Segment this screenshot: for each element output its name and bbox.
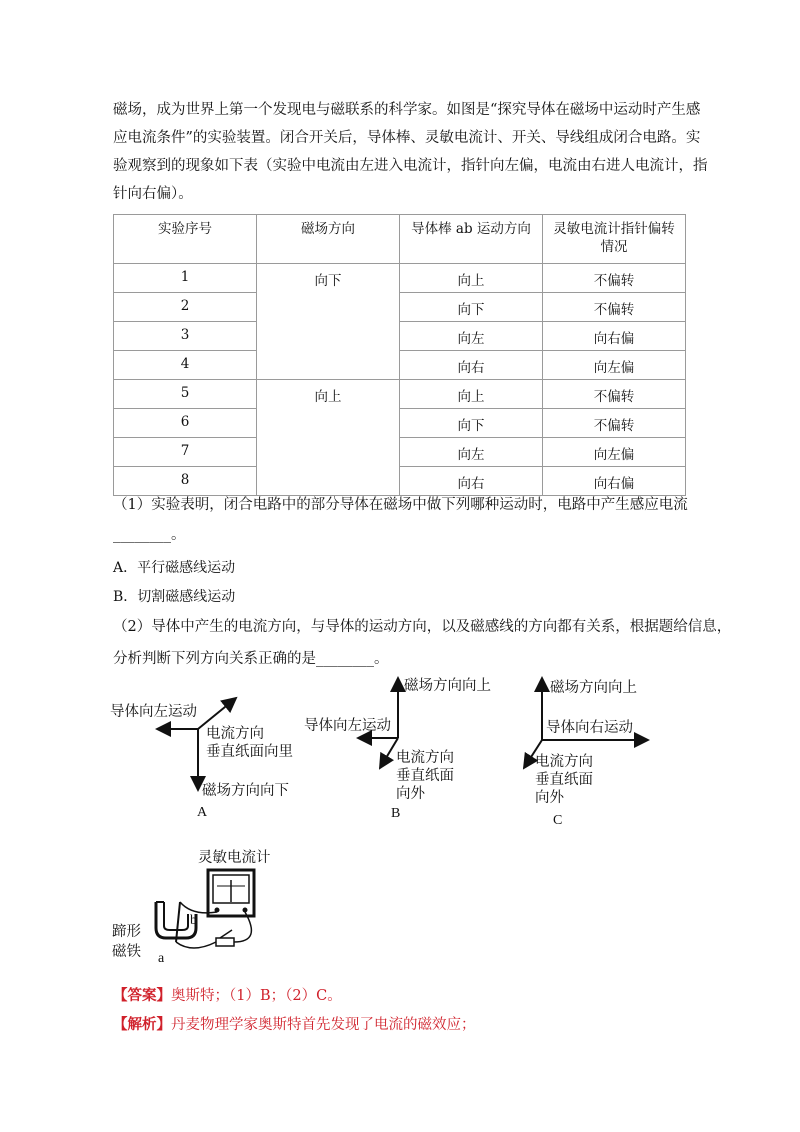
question-1-blank: ________。 — [113, 527, 186, 543]
cell-deflect: 不偏转 — [543, 293, 686, 322]
diagram-a-field-label: 磁场方向向下 — [202, 783, 289, 799]
cell-field: 向上 — [257, 380, 400, 496]
table-header-row — [114, 215, 686, 264]
intro-line: 验观察到的现象如下表（实验中电流由左进入电流计，指针向左偏，电流由右进人电流计，指 — [113, 158, 708, 174]
diagram-a-current-label-2: 垂直纸面向里 — [206, 744, 293, 760]
cell-field: 向下 — [257, 264, 400, 380]
cell-no: 4 — [114, 351, 257, 380]
cell-no: 2 — [114, 293, 257, 322]
cell-motion: 向上 — [400, 380, 543, 409]
cell-no: 1 — [114, 264, 257, 293]
diagram-a-letter: A — [197, 805, 208, 820]
conductor-rod — [176, 902, 180, 942]
option-a: A．平行磁感线运动 — [113, 560, 236, 576]
table-row — [114, 467, 686, 496]
cell-no: 8 — [114, 467, 257, 496]
intro-line: 针向右偏）。 — [113, 186, 193, 202]
galvanometer-icon — [208, 870, 254, 916]
diagram-c-current-label-1: 电流方向 — [535, 754, 593, 770]
cell-motion: 向左 — [400, 322, 543, 351]
cell-motion: 向上 — [400, 264, 543, 293]
cell-deflect: 向右偏 — [543, 467, 686, 496]
cell-motion: 向下 — [400, 409, 543, 438]
wire — [176, 942, 216, 948]
diagram-c-current-label-2: 垂直纸面 — [535, 772, 593, 788]
switch-icon — [216, 930, 234, 946]
cell-no: 6 — [114, 409, 257, 438]
answer-line — [113, 984, 342, 1005]
diagram-c-motion-label: 导体向右运动 — [546, 720, 633, 736]
cell-no: 7 — [114, 438, 257, 467]
diagram-b-letter: B — [391, 806, 401, 821]
header-field-direction: 磁场方向 — [257, 215, 400, 264]
cell-motion: 向下 — [400, 293, 543, 322]
analysis-tag: 【解析】 — [113, 1016, 171, 1033]
table-row — [114, 438, 686, 467]
header-motion-direction: 导体棒 ab 运动方向 — [400, 215, 543, 264]
diagram-c-current-label-3: 向外 — [535, 790, 564, 806]
answer-tag: 【答案】 — [113, 987, 171, 1004]
option-b: B．切割磁感线运动 — [113, 589, 236, 605]
table-row — [114, 293, 686, 322]
diagram-b-field-label: 磁场方向向上 — [404, 678, 491, 694]
analysis-text: 丹麦物理学家奥斯特首先发现了电流的磁效应； — [171, 1017, 476, 1033]
cell-deflect: 不偏转 — [543, 409, 686, 438]
diagram-c-field-label: 磁场方向向上 — [550, 680, 637, 696]
cell-deflect: 向右偏 — [543, 322, 686, 351]
intro-line: 磁场，成为世界上第一个发现电与磁联系的科学家。如图是“探究导体在磁场中运动时产生感 — [113, 102, 701, 118]
question-2-line-2: 分析判断下列方向关系正确的是________。 — [113, 651, 389, 667]
diagram-c-letter: C — [553, 813, 563, 827]
diagram-c — [500, 672, 660, 827]
diagram-b — [300, 672, 520, 822]
intro-paragraph — [113, 96, 708, 208]
apparatus-illustration — [112, 842, 302, 967]
question-1-line-1: （1）实验表明，闭合电路中的部分导体在磁场中做下列哪种运动时，电路中产生感应电流 — [113, 497, 688, 513]
cell-no: 3 — [114, 322, 257, 351]
table-row — [114, 409, 686, 438]
cell-deflect: 向左偏 — [543, 438, 686, 467]
question-2-line-1: （2）导体中产生的电流方向，与导体的运动方向，以及磁感线的方向都有关系，根据题给信息， — [113, 619, 732, 635]
cell-motion: 向右 — [400, 351, 543, 380]
intro-line: 应电流条件”的实验装置。闭合开关后，导体棒、灵敏电流计、开关、导线组成闭合电路。实 — [113, 130, 701, 146]
diagram-b-current-label-2: 垂直纸面 — [396, 768, 454, 784]
diagram-a-current-arrow — [198, 698, 236, 729]
cell-deflect: 不偏转 — [543, 264, 686, 293]
cell-deflect: 向左偏 — [543, 351, 686, 380]
experiment-table — [113, 214, 686, 496]
diagram-a — [110, 690, 330, 825]
cell-motion: 向左 — [400, 438, 543, 467]
analysis-line — [113, 1013, 476, 1034]
galvanometer-label: 灵敏电流计 — [198, 850, 271, 866]
conductor-label-b: b — [190, 913, 197, 928]
table-row — [114, 351, 686, 380]
table-row — [114, 322, 686, 351]
conductor-label-a: a — [158, 951, 165, 966]
magnet-label-1: 蹄形 — [112, 924, 141, 940]
diagram-b-current-label-3: 向外 — [396, 786, 425, 802]
diagram-b-current-label-1: 电流方向 — [396, 750, 454, 766]
cell-no: 5 — [114, 380, 257, 409]
cell-deflect: 不偏转 — [543, 380, 686, 409]
answer-text: 奥斯特；（1）B；（2）C。 — [171, 988, 342, 1004]
cell-motion: 向右 — [400, 467, 543, 496]
diagram-a-current-label-1: 电流方向 — [206, 726, 264, 742]
header-trial-no: 实验序号 — [114, 215, 257, 264]
diagram-a-motion-label: 导体向左运动 — [110, 704, 197, 720]
magnet-label-2: 磁铁 — [112, 944, 141, 960]
table-row — [114, 380, 686, 409]
diagram-b-motion-label: 导体向左运动 — [304, 718, 391, 734]
header-deflection: 灵敏电流计指针偏转情况 — [543, 215, 686, 264]
table-row — [114, 264, 686, 293]
